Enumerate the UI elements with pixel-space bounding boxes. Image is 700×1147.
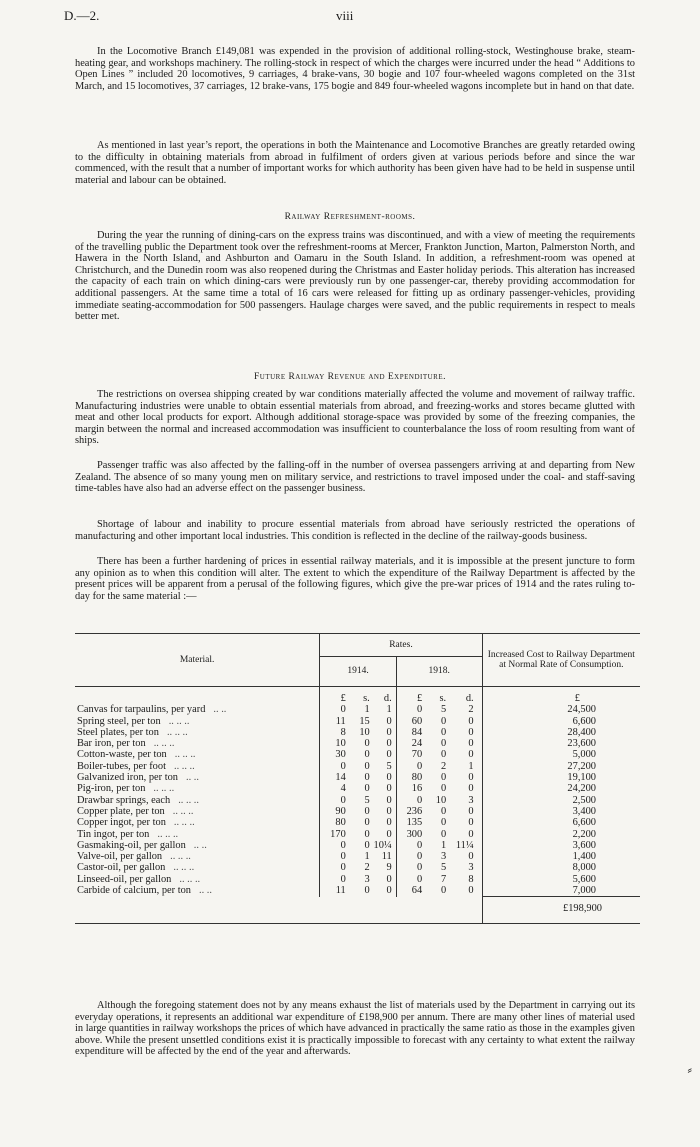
- unit-shillings-1914: s.: [363, 693, 370, 704]
- leader-dots: .. .. ..: [153, 738, 175, 750]
- rate-cell-s2: 0: [440, 828, 447, 840]
- header-1914: 1914.: [320, 657, 396, 687]
- leader-dots: .. ..: [213, 704, 227, 716]
- rate-cell-s2: 7: [440, 873, 447, 885]
- table-row: [75, 806, 640, 817]
- rate-cell-s1: 1: [364, 704, 370, 716]
- rate-cell-s2: 3: [440, 851, 447, 863]
- paragraph-shipping-restrictions: The restrictions on oversea shipping created by war conditions materially affected the volume and movement of railway traffic. Manufacturing industries were unable to obtain essential materials from abroad, and freezing-works and stores became glutted with meat and other local products for export. Although additional storage-space was provided by some of the freezing companies, the margin between the normal and increased accommodation was insufficient to counterbalance the loss of room resulting from want of ships.: [75, 389, 635, 447]
- increase-cell: 8,000: [482, 862, 640, 873]
- material-label: Linseed-oil, per gallon: [77, 873, 172, 885]
- rate-cell-d1: 0: [386, 715, 392, 727]
- increase-cell: 6,600: [482, 817, 640, 828]
- material-label: Drawbar springs, each: [77, 794, 171, 806]
- rate-cell-d2: 0: [468, 749, 474, 761]
- rate-cell-p2: 0: [396, 862, 422, 873]
- page-number: viii: [336, 8, 354, 23]
- increase-cell: 2,200: [482, 829, 640, 840]
- leader-dots: .. ..: [198, 885, 212, 897]
- leader-dots: .. .. ..: [173, 760, 195, 772]
- material-name: [75, 772, 320, 783]
- table-row: [75, 749, 640, 760]
- rate-cell-d1: 0: [386, 749, 392, 761]
- rate-cell-s2: 0: [440, 805, 447, 817]
- rate-cell-p1: 80: [320, 817, 346, 828]
- material-label: Pig-iron, per ton: [77, 783, 146, 795]
- rate-cell-s2: 0: [440, 772, 447, 784]
- rate-cell-s1: 0: [364, 783, 370, 795]
- rate-cell-p1: 30: [320, 749, 346, 760]
- material-label: Gasmaking-oil, per gallon: [77, 839, 186, 851]
- leader-dots: .. ..: [193, 839, 207, 851]
- table-row: [75, 829, 640, 840]
- rate-cell-p2: 0: [396, 874, 422, 885]
- increase-cell: 3,400: [482, 806, 640, 817]
- rate-cell-d2: 11¼: [455, 839, 474, 851]
- rate-cell-d1: 0: [386, 783, 392, 795]
- table-row: [75, 727, 640, 738]
- rate-cell-p2: 0: [396, 795, 422, 806]
- paragraph-passenger-traffic: Passenger traffic was also affected by the falling-off in the number of oversea passengers arriving at and departing from New Zealand. The absence of so many young men on military service, and restrictions to travel imposed under the coal- and staff-saving time-tables have also had an adverse effect on the passenger business.: [75, 460, 635, 495]
- leader-dots: .. .. ..: [173, 817, 195, 829]
- rate-cell-p1: 170: [320, 829, 346, 840]
- increase-cell: 23,600: [482, 738, 640, 749]
- material-name: [75, 851, 320, 862]
- material-name: [75, 829, 320, 840]
- paragraph-price-hardening: There has been a further hardening of prices in essential railway materials, and it is impossible at the present juncture to form any opinion as to when this condition will alter. The extent to which the expenditure of the Railway Department is affected by the present prices will be apparent from a perusal of the following figures, which give the pre-war prices of 1914 and the rates ruling to-day for the same material :—: [75, 556, 635, 602]
- table-row: [75, 738, 640, 749]
- rate-cell-d2: 0: [468, 738, 474, 750]
- rate-cell-s2: 10: [435, 794, 447, 806]
- leader-dots: .. .. ..: [166, 726, 188, 738]
- rate-cell-d2: 1: [468, 760, 474, 772]
- rate-cell-s1: 5: [364, 794, 370, 806]
- increase-cell: 5,600: [482, 874, 640, 885]
- rate-cell-d1: 0: [386, 873, 392, 885]
- rate-cell-p1: 4: [320, 783, 346, 794]
- paragraph-locomotive-branch: In the Locomotive Branch £149,081 was expended in the provision of additional rolling-stock, Westinghouse brake, steam-heating gear, and workshops machinery. The rolling-stock in respect of which the charges were incurred under the head “ Additions to Open Lines ” included 20 locomotives, 9 carriages, 4 brake-vans, 30 bogie and 107 four-wheeled wagons completed on the 31st March, and 15 locomotives, 37 carriages, 12 brake-vans, 175 bogie and 849 four-wheeled wagons incomplete but in hand on that date.: [75, 46, 635, 92]
- rate-cell-d2: 0: [468, 817, 474, 829]
- increase-cell: 3,600: [482, 840, 640, 851]
- rate-cell-d1: 0: [386, 772, 392, 784]
- rate-cell-s2: 5: [440, 862, 447, 874]
- rate-cell-d2: 0: [468, 828, 474, 840]
- rate-cell-d1: 0: [386, 817, 392, 829]
- rate-cell-s1: 1: [364, 851, 370, 863]
- table-row: [75, 862, 640, 873]
- rate-cell-p2: 0: [396, 840, 422, 851]
- heading-refreshment-rooms: Railway Refreshment-rooms.: [284, 212, 416, 222]
- page-code: D.—2.: [64, 8, 100, 23]
- material-name: [75, 704, 320, 715]
- rate-cell-p2: 84: [396, 727, 422, 738]
- rate-cell-p2: 70: [396, 749, 422, 760]
- paragraph-maintenance-delays: As mentioned in last year’s report, the operations in both the Maintenance and Locomotive Branches are greatly retarded owing to the difficulty in obtaining materials from abroad in fulfilment of orders given at various periods before and since the war commenced, with the result that a number of important works for which authority has been given have had to be held in suspense until material and labour can be obtained.: [75, 140, 635, 186]
- leader-dots: .. .. ..: [174, 749, 196, 761]
- rate-cell-p1: 0: [320, 704, 346, 715]
- rate-cell-p2: 236: [396, 806, 422, 817]
- rate-cell-p2: 80: [396, 772, 422, 783]
- rate-cell-s2: 0: [440, 817, 447, 829]
- rate-cell-p2: 16: [396, 783, 422, 794]
- header-1918: 1918.: [396, 657, 482, 687]
- increase-cell: 24,500: [482, 704, 640, 715]
- heading-future-revenue: Future Railway Revenue and Expenditure.: [253, 372, 446, 382]
- increase-cell: 5,000: [482, 749, 640, 760]
- rate-cell-p1: 0: [320, 840, 346, 851]
- table-body: [75, 687, 640, 924]
- table-bottom-rule: [75, 923, 640, 924]
- rate-cell-s1: 10: [359, 726, 370, 738]
- margin-mark: ⸗: [687, 1063, 692, 1078]
- leader-dots: .. .. ..: [172, 805, 194, 817]
- table-row: [75, 795, 640, 806]
- material-name: [75, 795, 320, 806]
- rate-cell-p1: 0: [320, 862, 346, 873]
- material-name: [75, 885, 320, 897]
- total-increase: £198,900: [482, 897, 640, 923]
- material-label: Carbide of calcium, per ton: [77, 885, 191, 897]
- unit-pounds-1914: £: [320, 687, 346, 705]
- material-name: [75, 716, 320, 727]
- rate-cell-p1: 90: [320, 806, 346, 817]
- increase-cell: 1,400: [482, 851, 640, 862]
- table-row: [75, 716, 640, 727]
- rate-cell-d1: 0: [386, 805, 392, 817]
- leader-dots: .. .. ..: [179, 873, 201, 885]
- header-increased-cost: Increased Cost to Railway Department at Normal Rate of Consumption.: [482, 634, 640, 687]
- rate-cell-p1: 10: [320, 738, 346, 749]
- material-name: [75, 749, 320, 760]
- unit-pence-1918: d.: [465, 693, 474, 704]
- leader-dots: .. .. ..: [168, 715, 190, 727]
- rate-cell-d2: 0: [468, 715, 474, 727]
- table-row: [75, 874, 640, 885]
- leader-dots: .. .. ..: [178, 794, 199, 806]
- rate-cell-s1: 0: [364, 760, 370, 772]
- rate-cell-s1: 0: [364, 749, 370, 761]
- increase-cell: 6,600: [482, 716, 640, 727]
- rate-cell-s1: 0: [364, 828, 370, 840]
- rate-cell-s2: 5: [440, 704, 447, 716]
- rate-cell-d2: 3: [468, 862, 474, 874]
- material-name: [75, 727, 320, 738]
- unit-pence-1914: d.: [383, 693, 392, 704]
- unit-pounds-1918: £: [396, 687, 422, 705]
- rate-cell-s1: 3: [364, 873, 370, 885]
- rate-cell-p2: 64: [396, 885, 422, 897]
- rate-cell-d1: 10¼: [373, 839, 392, 851]
- material-label: Canvas for tarpaulins, per yard: [77, 704, 206, 716]
- rate-cell-d2: 0: [468, 885, 474, 897]
- materials-rates-table: [75, 633, 640, 924]
- rate-cell-d1: 11: [381, 851, 392, 863]
- leader-dots: .. ..: [185, 772, 199, 784]
- rate-cell-p1: 11: [320, 885, 346, 897]
- leader-dots: .. .. ..: [173, 862, 195, 874]
- rate-cell-s2: 0: [440, 783, 447, 795]
- rate-cell-d1: 0: [386, 885, 392, 897]
- rate-cell-d1: 0: [386, 828, 392, 840]
- rate-cell-s2: 0: [440, 738, 447, 750]
- material-label: Galvanized iron, per ton: [77, 772, 178, 784]
- rate-cell-s1: 0: [364, 839, 370, 851]
- rate-cell-p1: 0: [320, 851, 346, 862]
- material-label: Copper ingot, per ton: [77, 817, 166, 829]
- unit-row: [75, 687, 640, 705]
- rate-cell-p1: 14: [320, 772, 346, 783]
- rate-cell-s1: 0: [364, 738, 370, 750]
- rate-cell-p2: 60: [396, 716, 422, 727]
- material-label: Bar iron, per ton: [77, 738, 146, 750]
- unit-shillings-1918: s.: [439, 693, 447, 704]
- material-label: Boiler-tubes, per foot: [77, 760, 166, 772]
- rate-cell-d2: 0: [468, 772, 474, 784]
- header-rates: Rates.: [320, 634, 482, 657]
- material-label: Tin ingot, per ton: [77, 828, 150, 840]
- leader-dots: .. .. ..: [170, 851, 191, 863]
- rate-cell-d2: 0: [468, 726, 474, 738]
- paragraph-labour-shortage: Shortage of labour and inability to procure essential materials from abroad have seriously restricted the operations of manufacturing and other important local industries. This condition is reflected in the decline of the railway-goods business.: [75, 519, 635, 542]
- rate-cell-p2: 300: [396, 829, 422, 840]
- rate-cell-p1: 0: [320, 761, 346, 772]
- rate-cell-s2: 0: [440, 715, 447, 727]
- increase-cell: 24,200: [482, 783, 640, 794]
- rate-cell-d1: 0: [386, 726, 392, 738]
- increase-cell: 27,200: [482, 761, 640, 772]
- material-name: [75, 806, 320, 817]
- total-row: [75, 897, 640, 923]
- table-row: [75, 817, 640, 828]
- rate-cell-d1: 5: [386, 760, 392, 772]
- table-row: [75, 704, 640, 715]
- rate-cell-s1: 0: [364, 885, 370, 897]
- rate-cell-p1: 0: [320, 795, 346, 806]
- rate-cell-d1: 9: [386, 862, 392, 874]
- rate-cell-s1: 0: [364, 805, 370, 817]
- material-label: Steel plates, per ton: [77, 726, 159, 738]
- table-row: [75, 885, 640, 897]
- table-row: [75, 761, 640, 772]
- table-row: [75, 783, 640, 794]
- material-label: Spring steel, per ton: [77, 715, 161, 727]
- increase-cell: 7,000: [482, 885, 640, 897]
- increase-cell: 28,400: [482, 727, 640, 738]
- material-name: [75, 783, 320, 794]
- rate-cell-p2: 0: [396, 761, 422, 772]
- increase-cell: 19,100: [482, 772, 640, 783]
- rate-cell-p1: 8: [320, 727, 346, 738]
- leader-dots: .. .. ..: [157, 828, 179, 840]
- material-name: [75, 840, 320, 851]
- rate-cell-d1: 1: [386, 704, 392, 716]
- rate-cell-p1: 11: [320, 716, 346, 727]
- rate-cell-d2: 0: [468, 805, 474, 817]
- rate-cell-p2: 0: [396, 704, 422, 715]
- material-label: Cotton-waste, per ton: [77, 749, 167, 761]
- material-label: Valve-oil, per gallon: [77, 851, 163, 863]
- material-name: [75, 817, 320, 828]
- rate-cell-s2: 0: [440, 749, 447, 761]
- table-row: [75, 851, 640, 862]
- rate-cell-s2: 2: [440, 760, 447, 772]
- rate-cell-d2: 2: [468, 704, 474, 716]
- table-row: [75, 772, 640, 783]
- rate-cell-d2: 8: [468, 873, 474, 885]
- rate-cell-s2: 1: [440, 839, 447, 851]
- paragraph-refreshment-rooms: During the year the running of dining-cars on the express trains was discontinued, and with a view of meeting the requirements of the travelling public the Department took over the refreshment-rooms at Mercer, Frankton Junction, Marton, Palmerston North, and Hawera in the North Island, and Ashburton and Oamaru in the South Island. In addition, a refreshment-room was opened at Christchurch, and the Dunedin room was also reopened during the Christmas and Easter holiday periods. This alteration has increased the capacity of each train on which dining-cars were previously run by one passenger-car, thereby providing accommodation for additional passengers. At the same time a total of 16 cars were released for fitting up as ordinary passenger-vehicles, providing immediate seating-accommodation for 500 passengers. Haulage charges were saved, and the public requirements in respect to meals better met.: [75, 230, 635, 323]
- rate-cell-p1: 0: [320, 874, 346, 885]
- rate-cell-s1: 0: [364, 817, 370, 829]
- increase-cell: 2,500: [482, 795, 640, 806]
- rate-cell-d2: 0: [468, 851, 474, 863]
- rate-cell-s1: 0: [364, 772, 370, 784]
- paragraph-closing: Although the foregoing statement does not by any means exhaust the list of materials used by the Department in carrying out its everyday operations, it represents an additional war expenditure of £198,900 per annum. There are many other lines of material used in large quantities in railway workshops the prices of which have advanced in practically the same ratio as those in the examples given above. While the present unsettled conditions exist it is practically impossible to forecast with any certainty to what extent the railway expenditure will be affected by the end of the year and afterwards.: [75, 1000, 635, 1058]
- rate-cell-d1: 0: [386, 794, 392, 806]
- material-name: [75, 874, 320, 885]
- rate-cell-s2: 0: [440, 885, 447, 897]
- rate-cell-p2: 24: [396, 738, 422, 749]
- material-name: [75, 738, 320, 749]
- table-row: [75, 840, 640, 851]
- material-name: [75, 862, 320, 873]
- rate-cell-p2: 0: [396, 851, 422, 862]
- rate-cell-d2: 0: [468, 783, 474, 795]
- rate-cell-s1: 15: [359, 715, 370, 727]
- header-material: Material.: [179, 654, 215, 665]
- unit-increase: £: [482, 687, 640, 705]
- material-label: Castor-oil, per gallon: [77, 862, 166, 874]
- material-label: Copper plate, per ton: [77, 805, 165, 817]
- rate-cell-d2: 3: [468, 794, 474, 806]
- rate-cell-p2: 135: [396, 817, 422, 828]
- rate-cell-s2: 0: [440, 726, 447, 738]
- material-name: [75, 761, 320, 772]
- leader-dots: .. .. ..: [153, 783, 175, 795]
- rate-cell-d1: 0: [386, 738, 392, 750]
- rate-cell-s1: 2: [364, 862, 370, 874]
